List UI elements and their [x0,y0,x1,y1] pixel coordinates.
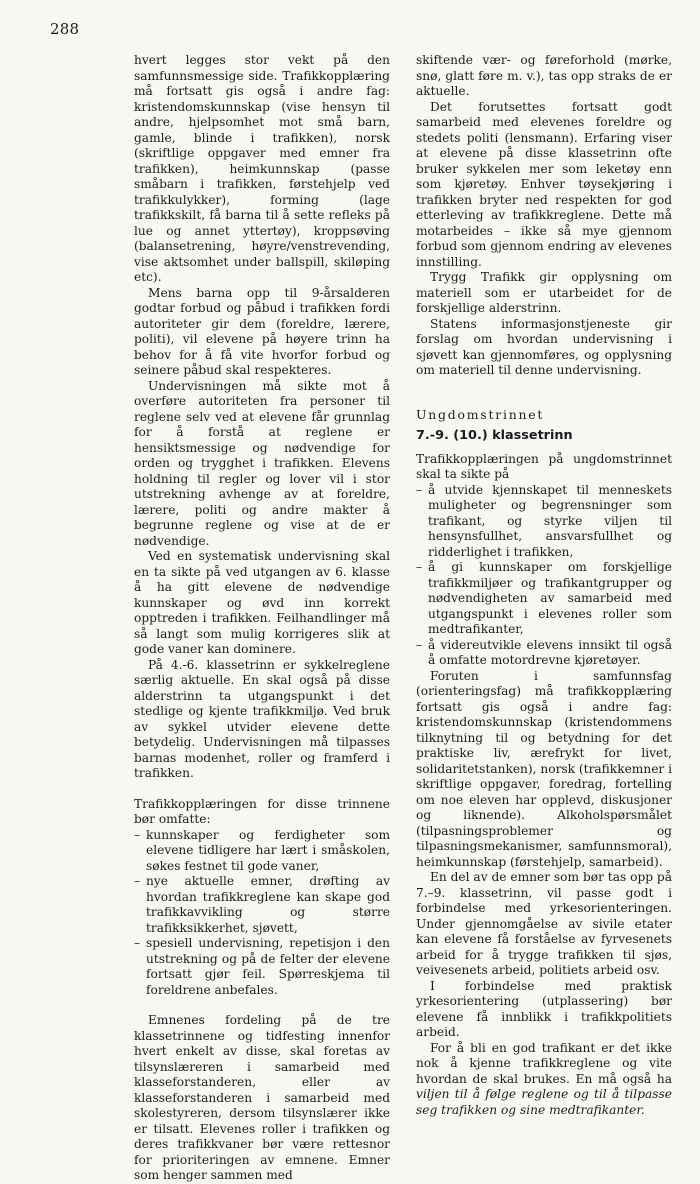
paragraph: Trafikkopplæringen for disse trinnene bør omfatte: [134,796,390,826]
paragraph: Mens barna opp til 9-årsalderen godtar forbud og påbud i trafikken fordi autoriteter gir dem (foreldre, lærere, politi), vil elevene på høyere trinn ha behov for å få vite hvorfor forbud og seinere påbud skal respekteres. [134,285,390,377]
paragraph: skiftende vær- og føreforhold (mørke, snø, glatt føre m. v.), tas opp straks de er aktuelle. [416,53,672,98]
paragraph: Trygg Trafikk gir opplysning om materiell som er utarbeidet for de forskjellige alderstrinn. [416,270,672,315]
paragraph: Undervisningen må sikte mot å overføre autoriteten fra personer til reglene selv ved at elevene får grunnlag for å forstå at reglene er hensiktsmessige og nødvendige for orden og trygghet i trafikken. Elevens holdning til regler og lover vil i stor utstrekning avhenge av at foreldre, lærere, politi og andre makter å begrunne reglene og vise at de er nødvendige. [134,378,390,548]
list-item: – kunnskaper og ferdigheter som elevene tidligere har lært i småskolen, søkes festnet til gode vaner, [134,828,390,875]
list-item: – nye aktuelle emner, drøfting av hvordan trafikkreglene kan skape god trafikkavvikling og større trafikksikkerhet, sjøvett, [134,874,390,936]
right-column [416,53,672,1118]
paragraph [416,1041,672,1119]
list-item: – å videreutvikle elevens innsikt til også å omfatte motordrevne kjøretøyer. [416,638,672,669]
paragraph: Det forutsettes fortsatt godt samarbeid med elevenes foreldre og stedets politi (lensmann). Erfaring viser at elevene på disse klassetrinn ofte bruker sykkelen mer som leketøy enn som kjøretøy. Enhver tøysekjøring i trafikken bryter ned respekten for god etterleving av trafikkreglene. Dette må motarbeides – ikke så mye gjennom forbud som gjennom endring av elevenes innstilling. [416,99,672,269]
paragraph: hvert legges stor vekt på den samfunnsmessige side. Trafikkopplæring må fortsatt gis også i andre fag: kristendomskunnskap (vise hensyn til andre, hjelpsomhet mot små barn, gamle, blinde i trafikken), norsk (skriftlige oppgaver med emner fra trafikken), heimkunnskap (passe småbarn i trafikken, førstehjelp ved trafikkulykker), forming (lage trafikkskilt, få barna til å sette refleks på lue og annet yttertøy), kroppsøving (balansetrening, høyre/venstrevending, vise aktsomhet under ballspill, skiløping etc). [134,53,390,284]
list-item: – å utvide kjennskapet til menneskets muligheter og begrensninger som trafikant, og styrke viljen til hensynsfullhet, ansvarsfullhet og ridderlighet i trafikken, [416,483,672,561]
page-number: 288 [50,20,80,38]
paragraph: Ved en systematisk undervisning skal en ta sikte på ved utgangen av 6. klasse å ha gitt elevene de nødvendige kunnskaper og øvd inn korrekt opptreden i trafikken. Feilhandlinger må så langt som mulig korrigeres slik at gode vaner kan dominere. [134,549,390,656]
list-item: – å gi kunnskaper om forskjellige trafikkmiljøer og trafikantgrupper og nødvendigheten av samarbeid med utgangspunkt i elevenes roller som medtrafikanter, [416,560,672,638]
dash-list [134,828,390,999]
left-column [134,53,390,1184]
paragraph: En del av de emner som bør tas opp på 7.–9. klassetrinn, vil passe godt i forbindelse med yrkesorienteringen. Under gjennomgåelse av sivile etater kan elevene få forståelse av fyrvesenets arbeid for å trygge trafikken til sjøs, veivesenets arbeid, politiets arbeid osv. [416,870,672,977]
paragraph: Statens informasjonstjeneste gir forslag om hvordan undervisning i sjøvett kan gjennomføres, og opplysning om materiell til denne undervisning. [416,316,672,377]
paragraph-text: For å bli en god trafikant er det ikke nok å kjenne trafikkreglene og vite hvordan de skal brukes. En må også ha [416,1040,672,1086]
paragraph: På 4.-6. klassetrinn er sykkelreglene særlig aktuelle. En skal også på disse alderstrinn ta utgangspunkt i det stedlige og kjente trafikkmiljø. Ved bruk av sykkel utvider elevene dette betydelig. Undervisningen må tilpasses barnas modenhet, roller og framferd i trafikken. [134,657,390,780]
sub-heading: Ungdomstrinnet [416,406,545,422]
paragraph: Trafikkopplæringen på ungdomstrinnet skal ta sikte på [416,451,672,481]
dash-list [416,483,672,669]
section-heading: 7.-9. (10.) klassetrinn [416,428,573,443]
paragraph: Emnenes fordeling på de tre klassetrinnene og tidfesting innenfor hvert enkelt av disse, skal foretas av tilsynslæreren i samarbeid med klasseforstanderen, eller av klasseforstanderen i samarbeid med skolestyreren, dersom tilsynslærer ikke er tilsatt. Elevenes roller i trafikken og deres trafikkvaner bør være rettesnor for prioriteringen av emnene. Emner som henger sammen med [134,1013,390,1182]
italic-text: viljen til å følge reglene og til å tilpasse seg trafikken og sine medtrafikanter. [416,1087,672,1117]
paragraph: I forbindelse med praktisk yrkesorientering (utplassering) bør elevene få innblikk i trafikkpolitiets arbeid. [416,978,672,1039]
paragraph: Foruten i samfunnsfag (orienteringsfag) må trafikkopplæring fortsatt gis også i andre fag: kristendomskunnskap (kristendommens tilknytning til og betydning for det praktiske liv, ærefrykt for livet, solidaritetstanken), norsk (trafikkemner i skriftlige oppgaver, foredrag, fortelling om noe eleven har opplevd, diskusjoner og liknende). Alkoholspørsmålet (tilpasningsproblemer og tilpasningsmekanismer, samfunnsmoral), heimkunnskap (førstehjelp, samarbeid). [416,668,673,869]
list-item: – spesiell undervisning, repetisjon i den utstrekning og på de felter der elevene fortsatt gjør feil. Spørreskjema til foreldrene anbefales. [134,936,390,998]
